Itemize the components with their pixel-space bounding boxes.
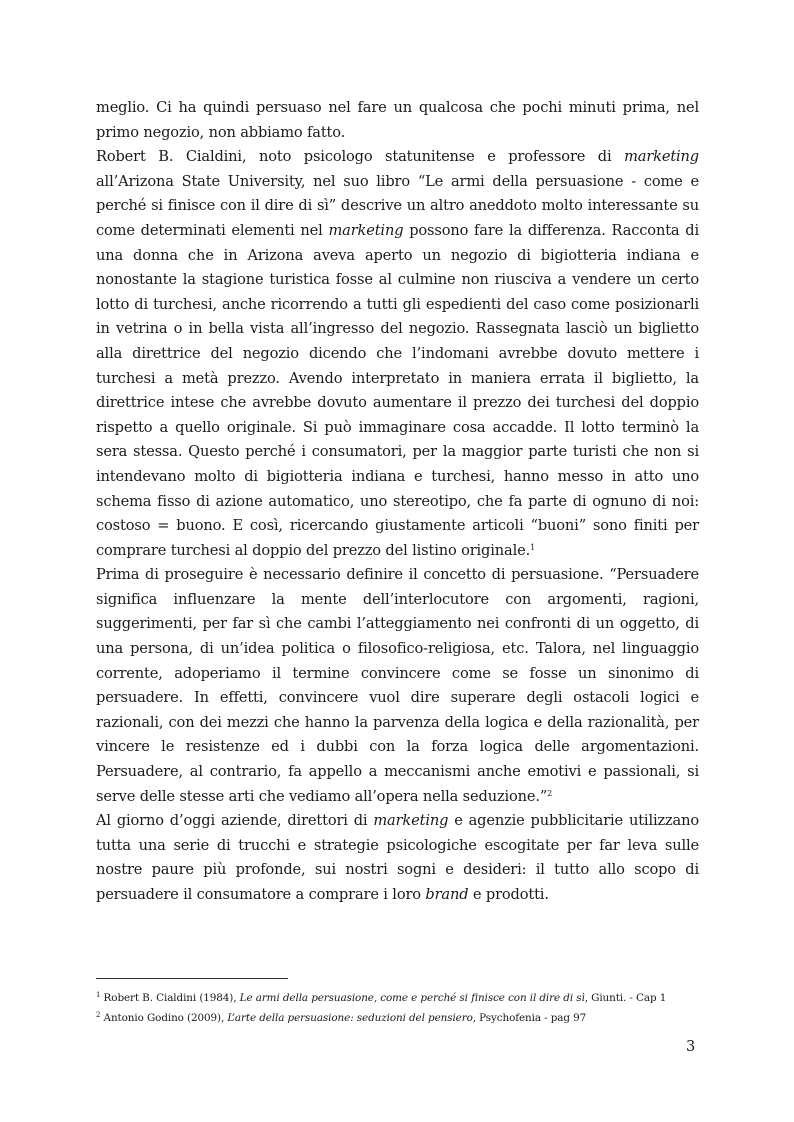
- text-run: meglio. Ci ha quindi persuaso nel fare un qualcosa che pochi minuti prima, nel primo negozio, non abbiamo fatto.: [96, 99, 699, 141]
- text-run: all’Arizona State University, nel suo libro “Le armi della persuasione - come e perché si finisce con il dire di sì” descrive un altro aneddoto molto interessante su come determinati elementi nel: [96, 172, 699, 239]
- body-text: [96, 96, 699, 908]
- page-number: 3: [686, 1038, 696, 1055]
- text-run: Prima di proseguire è necessario definire il concetto di persuasione. “Persuadere significa influenzare la mente dell’interlocutore con argomenti, ragioni, suggerimenti, per far sì che cambi l’atteggiamento nei confronti di un oggetto, di una persona, di un’idea politica o filosofico-religiosa, etc. Talora, nel linguaggio corrente, adoperiamo il termine convincere come se fosse un sinonimo di persuadere. In effetti, convincere vuol dire superare degli ostacoli logici e razionali, con dei mezzi che hanno la parvenza della logica e della razionalità, per vincere le resistenze ed i dubbi con la forza logica delle argomentazioni. Persuadere, al contrario, fa appello a meccanismi anche emotivi e passionali, si serve delle stesse arti che vediamo all’opera nella seduzione.”: [96, 566, 699, 805]
- text-run: , Psychofenia - pag 97: [472, 1012, 587, 1024]
- footnote-1: [96, 988, 699, 1008]
- text-run: e prodotti.: [468, 886, 549, 903]
- text-run: Antonio Godino (2009),: [100, 1012, 228, 1024]
- text-run: Robert B. Cialdini (1984),: [100, 992, 240, 1004]
- italic-text: brand: [425, 886, 469, 903]
- italic-text: Le armi della persuasione, come e perché si finisce con il dire di sì: [239, 992, 585, 1004]
- paragraph-4: [96, 809, 699, 907]
- text-run: possono fare la differenza. Racconta di una donna che in Arizona aveva aperto un negozio di bigiotteria indiana e nonostante la stagione turistica fosse al culmine non riusciva a vendere un certo lotto di turchesi, anche ricorrendo a tutti gli espedienti del caso come posizionarli in vetrina o in bella vista all’ingresso del negozio. Rassegnata lasciò un biglietto alla direttrice del negozio dicendo che l’indomani avrebbe dovuto mettere i turchesi a metà prezzo. Avendo interpretato in maniera errata il biglietto, la direttrice intese che avrebbe dovuto aumentare il prezzo dei turchesi del doppio rispetto a quello originale. Si può immaginare cosa accadde. Il lotto terminò la sera stessa. Questo perché i consumatori, per la maggior parte turisti che non si intendevano molto di bigiotteria indiana e turchesi, hanno messo in atto uno schema fisso di azione automatico, uno stereotipo, che fa parte di ognuno di noi: costoso = buono. E così, ricercando giustamente articoli “buoni” sono finiti per comprare turchesi al doppio del prezzo del listino originale.: [96, 221, 699, 559]
- footnote-marker: 1: [530, 542, 536, 552]
- paragraph-2: [96, 145, 699, 563]
- footnote-separator: [96, 978, 288, 979]
- footnote-marker: 2: [547, 788, 553, 798]
- italic-text: L’arte della persuasione: seduzioni del pensiero: [227, 1012, 473, 1024]
- text-run: e agenzie pubblicitarie utilizzano tutta una serie di trucchi e strategie psicologiche escogitate per far leva sulle nostre paure più profonde, sui nostri sogni e desideri: il tutto allo scopo di persuadere il consumatore a comprare i loro: [96, 812, 699, 903]
- paragraph-1: [96, 96, 699, 145]
- italic-text: marketing: [624, 148, 699, 166]
- text-run: Robert B. Cialdini, noto psicologo statunitense e professore di: [96, 148, 625, 166]
- footnote-marker: 1: [96, 991, 101, 999]
- italic-text: marketing: [373, 812, 449, 830]
- text-run: , Giunti. - Cap 1: [584, 992, 667, 1004]
- text-run: Al giorno d’oggi aziende, direttori di: [96, 812, 374, 830]
- footnote-2: [96, 1008, 699, 1028]
- footnotes: [96, 988, 699, 1028]
- footnote-marker: 2: [96, 1011, 101, 1019]
- italic-text: marketing: [328, 221, 404, 239]
- paragraph-3: [96, 563, 699, 809]
